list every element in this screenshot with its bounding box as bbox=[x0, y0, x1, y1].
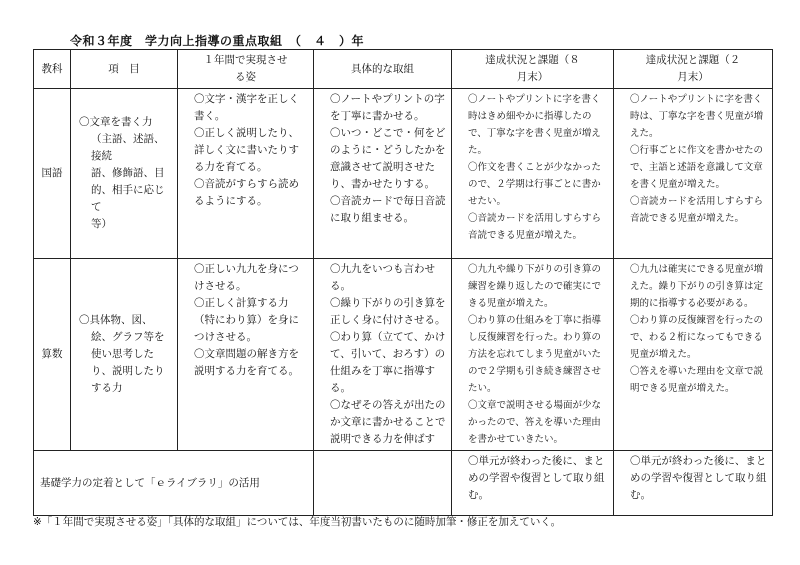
list-item: 〇ノートやプリントに字を書く時は、丁寧な字を書く児童が増えた。 bbox=[630, 94, 764, 139]
list-item: 〇音読カードを活用しすらすら音読できる児童が増えた。 bbox=[630, 196, 764, 224]
list-item: 〇わり算の反復練習を行ったので、わる２桁になってもできる児童が増えた。 bbox=[630, 315, 764, 360]
row-math bbox=[34, 259, 773, 451]
list-item: 〇文章で説明させる場面が少なかったので、答えを導いた理由を書かせていきたい。 bbox=[468, 400, 602, 445]
list-item: 〇単元が終わった後に、まとめの学習や復習として取り組む。 bbox=[468, 455, 605, 501]
list-item: 〇正しい九九を身につけさせる。 bbox=[194, 263, 299, 292]
row-elibrary bbox=[34, 451, 773, 516]
header-subject: 教科 bbox=[34, 50, 71, 89]
footer-status-feb bbox=[614, 451, 773, 516]
item-line: （主語、述語、接続 bbox=[91, 133, 165, 162]
footer-status-aug bbox=[452, 451, 614, 516]
item-line: 〇文章を書く力 bbox=[79, 116, 153, 128]
item-cell bbox=[71, 89, 178, 259]
list-item: 〇単元が終わった後に、まとめの学習や復習として取り組む。 bbox=[630, 455, 767, 501]
subject-cell: 国語 bbox=[34, 89, 71, 259]
header-goal bbox=[178, 50, 314, 89]
actions-cell bbox=[314, 89, 452, 259]
status-aug-cell bbox=[452, 89, 614, 259]
goal-cell bbox=[178, 89, 314, 259]
list-item: 〇いつ・どこで・何をどのように・どうしたかを意識させて説明させたり、書かせたりする。 bbox=[330, 127, 446, 190]
item-line: 使い思考した bbox=[91, 348, 154, 360]
list-item: 〇作文を書くことが少なかったので、２学期は行事ごとに書かせたい。 bbox=[468, 162, 602, 207]
header-status-feb-text: 達成状況と課題（２月末） bbox=[645, 54, 741, 83]
header-actions: 具体的な取組 bbox=[314, 50, 452, 89]
list-item: 〇なぜその答えが出たのか文章に書かせることで説明できる力を伸ばす bbox=[330, 399, 446, 445]
list-item: 〇わり算の仕組みを丁寧に指導し反復練習を行った。わり算の方法を忘れてしまう児童がいたので２学期も引き続き練習させたい。 bbox=[468, 315, 602, 394]
item-line: する力 bbox=[91, 382, 123, 394]
header-status-feb bbox=[614, 50, 773, 89]
item-line: 語、修飾語、目 bbox=[91, 167, 165, 179]
list-item: 〇正しく計算する力（特にわり算）を身につけさせる。 bbox=[194, 297, 299, 343]
header-status-aug-text: 達成状況と課題（８月末） bbox=[485, 54, 580, 83]
footer-label: 基礎学力の定着として「ｅライブラリ」の活用 bbox=[34, 451, 314, 516]
list-item: 〇ノートやプリントに字を書く時はきめ細やかに指導したので、丁寧な字を書く児童が増えた。 bbox=[468, 94, 601, 156]
header-status-aug bbox=[452, 50, 614, 89]
item-line: 絵、グラフ等を bbox=[91, 331, 165, 343]
list-item: 〇音読カードを活用しすらすら音読できる児童が増えた。 bbox=[468, 213, 602, 241]
list-item: 〇文字・漢字を正しく書く。 bbox=[194, 93, 299, 122]
list-item: 〇繰り下がりの引き算を正しく身に付けさせる。 bbox=[330, 297, 446, 326]
status-feb-cell bbox=[614, 259, 773, 451]
header-item: 項 目 bbox=[71, 50, 178, 89]
list-item: 〇ノートやプリントの字を丁寧に書かせる。 bbox=[330, 93, 445, 122]
item-line: り、説明したり bbox=[91, 365, 165, 377]
item-cell bbox=[71, 259, 178, 451]
list-item: 〇正しく説明したり、詳しく文に書いたりする力を育てる。 bbox=[194, 127, 299, 173]
list-item: 〇九九をいつも言わせる。 bbox=[330, 263, 435, 292]
list-item: 〇答えを導いた理由を文章で説明できる児童が増えた。 bbox=[630, 366, 764, 394]
status-aug-cell bbox=[452, 259, 614, 451]
list-item: 〇九九は確実にできる児童が増えた。繰り下がりの引き算は定期的に指導する必要がある。 bbox=[630, 264, 764, 309]
list-item: 〇九九や繰り下がりの引き算の練習を繰り返したので確実にできる児童が増えた。 bbox=[468, 264, 602, 309]
row-japanese bbox=[34, 89, 773, 259]
footnote: ※「１年間で実現させる姿」「具体的な取組」については、年度当初書いたものに随時加筆・修正を加えていく。 bbox=[33, 516, 562, 528]
item-line: 〇具体物、図、 bbox=[79, 314, 153, 326]
item-line: 的、相手に応じて bbox=[91, 184, 165, 213]
list-item: 〇音読がすらすら読めるようにする。 bbox=[194, 178, 299, 207]
list-item: 〇わり算（立てて、かけて、引いて、おろす）の仕組みを丁寧に指導する。 bbox=[330, 331, 446, 394]
page-title: 令和３年度 学力向上指導の重点取組 （ ４ ）年 bbox=[70, 34, 365, 48]
list-item: 〇音読カードで毎日音読に取り組ませる。 bbox=[330, 195, 446, 224]
footer-empty-cell bbox=[314, 451, 452, 516]
plan-table bbox=[33, 49, 773, 516]
item-line: 等） bbox=[91, 218, 112, 230]
status-feb-cell bbox=[614, 89, 773, 259]
actions-cell bbox=[314, 259, 452, 451]
header-goal-text: １年間で実現させる姿 bbox=[203, 54, 288, 83]
header-row bbox=[34, 50, 773, 89]
list-item: 〇文章問題の解き方を説明する力を育てる。 bbox=[194, 348, 299, 377]
list-item: 〇行事ごとに作文を書かせたので、主語と述語を意識して文章を書く児童が増えた。 bbox=[630, 145, 764, 190]
subject-cell: 算数 bbox=[34, 259, 71, 451]
goal-cell bbox=[178, 259, 314, 451]
